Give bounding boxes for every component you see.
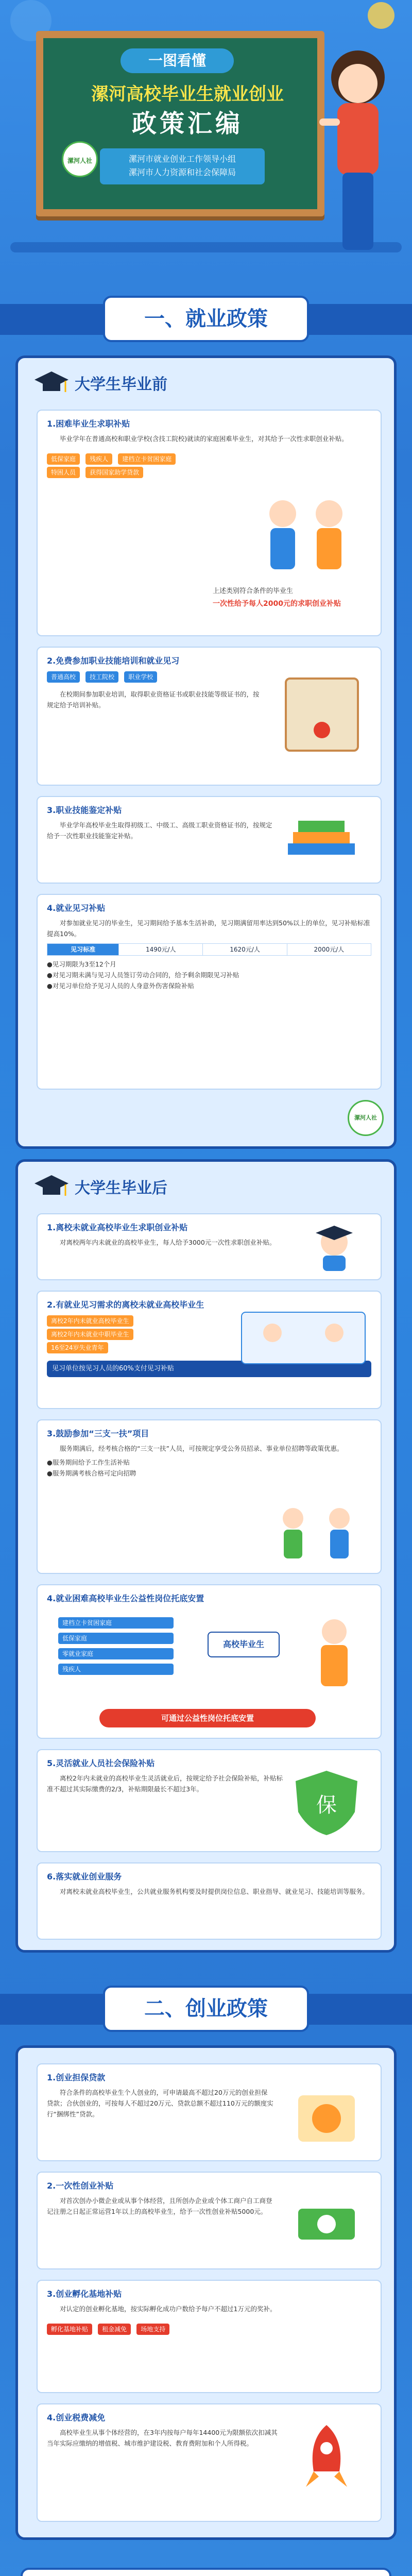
classroom-illustration-icon — [236, 1307, 370, 1369]
section3-title — [21, 2568, 391, 2576]
eligible-tags — [47, 452, 201, 479]
card-text: 服务期满后，经考核合格的“三支一扶”人员，可按规定享受公务员招录、事业单位招聘等政策优惠。 — [60, 1445, 344, 1452]
card-startup-loan — [37, 2063, 382, 2161]
list-item: 残疾人 — [58, 1664, 174, 1675]
tag: 职业学校 — [124, 671, 157, 683]
tag: 技工院校 — [85, 671, 118, 683]
card-heading: 4.就业困难高校毕业生公益性岗位托底安置 — [47, 1594, 204, 1603]
tag: 残疾人 — [85, 453, 112, 465]
card-heading: 4.创业税费减免 — [47, 2413, 106, 2422]
teacher-illustration-icon — [309, 41, 407, 258]
after-grad-title: 大学生毕业后 — [75, 1179, 167, 1197]
section3-header — [0, 2561, 412, 2576]
school-tags — [47, 670, 232, 684]
card-tax-relief — [37, 2403, 382, 2522]
tag: 孵化基地补贴 — [47, 2324, 92, 2335]
internship-standard-table — [47, 943, 371, 956]
after-grad-panel — [15, 1159, 397, 1953]
svg-text:保: 保 — [316, 1793, 337, 1817]
card-heading: 4.就业见习补贴 — [47, 903, 106, 913]
center-label: 高校毕业生 — [208, 1632, 280, 1657]
table-row — [47, 944, 371, 956]
hardship-list — [58, 1616, 177, 1679]
tag: 租金减免 — [98, 2324, 131, 2335]
books-icon — [283, 807, 360, 874]
logo-icon: 漯河人社 — [62, 141, 98, 177]
eligible-note: 上述类别符合条件的毕业生 — [213, 587, 294, 595]
incubator-badges — [47, 2323, 371, 2336]
before-grad-title: 大学生毕业前 — [75, 376, 167, 394]
card-text: 在校期间参加职业培训，取得职业资格证书或职业技能等级证书的，按规定给予培训补贴。 — [47, 690, 260, 709]
graduate-icon — [303, 1222, 365, 1273]
section2-title: 二、创业政策 — [103, 1986, 309, 2032]
card-text: 毕业学年在普通高校和职业学校(含技工院校)就读的家庭困难毕业生，对其给予一次性求职创业补贴。 — [60, 435, 348, 443]
card-internship-subsidy — [37, 894, 382, 1090]
list-item: ●对见习单位给予见习人员的人身意外伤害保险补贴 — [47, 982, 194, 990]
card-heading: 2.一次性创业补贴 — [47, 2181, 114, 2191]
chalkboard — [36, 31, 324, 216]
table-cell: 1490元/人 — [119, 944, 203, 956]
card-flexible-employment — [37, 1749, 382, 1852]
graduation-cap-icon — [33, 368, 70, 399]
card-text: 对认定的创业孵化基地，按实际孵化成功户数给予每户不超过1万元的奖补。 — [60, 2305, 277, 2313]
card-text: 对参加就业见习的毕业生，见习期间给予基本生活补助，见习期满留用率达到50%以上的单位，见习补贴标准提高10%。 — [47, 919, 370, 938]
header — [0, 0, 412, 289]
card-job-search-subsidy — [37, 410, 382, 636]
list-item: ●服务期间给予工作生活补贴 — [47, 1459, 130, 1466]
card-heading: 6.落实就业创业服务 — [47, 1872, 122, 1882]
section2-header — [0, 1978, 412, 2035]
card-text: 离校2年内未就业的高校毕业生灵活就业后，按规定给予社会保险补贴，补贴标准不超过其实际缴费的2/3，补贴期限最长不超过3年。 — [47, 1774, 283, 1793]
card-heading: 3.创业孵化基地补贴 — [47, 2289, 122, 2299]
card-heading: 1.创业担保贷款 — [47, 2073, 106, 2082]
tag: 获得国家助学贷款 — [85, 467, 143, 478]
logo-icon: 漯河人社 — [348, 1100, 384, 1136]
card-public-welfare-jobs — [37, 1584, 382, 1739]
table-cell: 1620元/人 — [203, 944, 287, 956]
table-cell: 2000元/人 — [287, 944, 371, 956]
card-text: 对离校两年内未就业的高校毕业生，每人给予3000元一次性求职创业补贴。 — [60, 1239, 276, 1246]
issuer-1: 漯河市就业创业工作领导小组 — [128, 154, 236, 164]
certificate-icon — [276, 668, 368, 761]
card-text: 毕业学年高校毕业生取得初级工、中级工、高级工职业资格证书的，按规定给予一次性职业技能鉴定补贴。 — [47, 821, 272, 840]
card-heading: 2.有就业见习需求的离校未就业高校毕业生 — [47, 1300, 204, 1310]
graduation-cap-icon — [33, 1172, 70, 1203]
support-bullets — [47, 1457, 371, 1479]
tag: 建档立卡贫困家庭 — [118, 453, 176, 465]
card-internship-demand — [37, 1291, 382, 1409]
list-item: 低保家庭 — [58, 1633, 174, 1644]
workers-icon — [298, 1611, 370, 1693]
target-tags — [47, 1314, 201, 1354]
internship-note: 见习单位按见习人员的60%支付见习补贴 — [47, 1361, 371, 1377]
card-heading: 2.免费参加职业技能培训和就业见习 — [47, 656, 180, 666]
tag: 场地支持 — [136, 2324, 169, 2335]
section1-header — [0, 289, 412, 345]
list-item: ●对见习期未满与见习人员签订劳动合同的，给予剩余期限见习补贴 — [47, 971, 239, 979]
list-item: ●服务期满考核合格可定向招聘 — [47, 1469, 136, 1477]
tag: 16至24岁失业青年 — [47, 1342, 108, 1353]
card-employment-service — [37, 1862, 382, 1940]
money-icon — [288, 2183, 365, 2260]
header-title: 漯河高校毕业生就业创业 — [91, 84, 284, 105]
card-text: 对首次创办小微企业或从事个体经营，且所创办企业或个体工商户自工商登记注册之日起正常运营1年以上的高校毕业生，给予一次性创业补贴5000元。 — [47, 2197, 272, 2215]
card-text: 符合条件的高校毕业生个人创业的，可申请最高不超过20万元的创业担保贷款；合伙创业的，可按每人不超过20万元、贷款总额不超过110万元的额度实行“捆绑性”贷款。 — [47, 2089, 273, 2118]
insurance-shield-icon — [288, 1766, 365, 1838]
issuer-strip — [100, 148, 265, 184]
card-heading: 1.离校未就业高校毕业生求职创业补贴 — [47, 1223, 188, 1232]
section1-title: 一、就业政策 — [103, 296, 309, 342]
internship-bullets — [47, 959, 371, 991]
card-heading: 1.困难毕业生求职补贴 — [47, 419, 130, 429]
header-tag: 一图看懂 — [121, 48, 234, 73]
card-unemployed-grad-subsidy — [37, 1213, 382, 1280]
card-text: 高校毕业生从事个体经营的，在3年内按每户每年14400元为限额依次扣减其当年实际应缴纳的增值税、城市维护建设税、教育费附加和个人所得税。 — [47, 2429, 278, 2447]
before-grad-panel — [15, 355, 397, 1149]
list-item: 建档立卡贫困家庭 — [58, 1617, 174, 1629]
card-skill-appraisal — [37, 796, 382, 884]
card-text: 对离校未就业高校毕业生，公共就业服务机构要及时提供岗位信息、职业指导、就业见习、技能培训等服务。 — [60, 1888, 369, 1895]
table-cell: 见习标准 — [47, 944, 119, 956]
card-incubator-subsidy — [37, 2280, 382, 2393]
card-three-supports — [37, 1419, 382, 1574]
header-subtitle: 政策汇编 — [131, 109, 243, 138]
tag: 低保家庭 — [47, 453, 80, 465]
card-free-training — [37, 647, 382, 786]
list-item: ●见习期限为3至12个月 — [47, 960, 116, 968]
students-illustration-icon — [252, 488, 365, 575]
startup-illustration-icon — [288, 2075, 365, 2152]
card-heading: 3.鼓励参加“三支一扶”项目 — [47, 1429, 149, 1438]
subsidy-amount: 一次性给予每人2000元的求职创业补贴 — [213, 600, 341, 608]
card-heading: 3.职业技能鉴定补贴 — [47, 805, 122, 815]
entrepreneurship-panel — [15, 2045, 397, 2540]
card-heading: 5.灵活就业人员社会保险补贴 — [47, 1758, 155, 1768]
tag: 离校2年内未就业高校毕业生 — [47, 1315, 133, 1327]
rocket-icon — [288, 2420, 365, 2497]
tag: 特困人员 — [47, 467, 80, 478]
tag: 普通高校 — [47, 671, 80, 683]
issuer-2: 漯河市人力资源和社会保障局 — [128, 167, 236, 177]
teacher-students-icon — [272, 1498, 365, 1565]
placement-badge: 可通过公益性岗位托底安置 — [99, 1709, 316, 1727]
card-one-time-startup-subsidy — [37, 2172, 382, 2269]
list-item: 零就业家庭 — [58, 1648, 174, 1659]
tag: 离校2年内未就业中职毕业生 — [47, 1329, 133, 1340]
